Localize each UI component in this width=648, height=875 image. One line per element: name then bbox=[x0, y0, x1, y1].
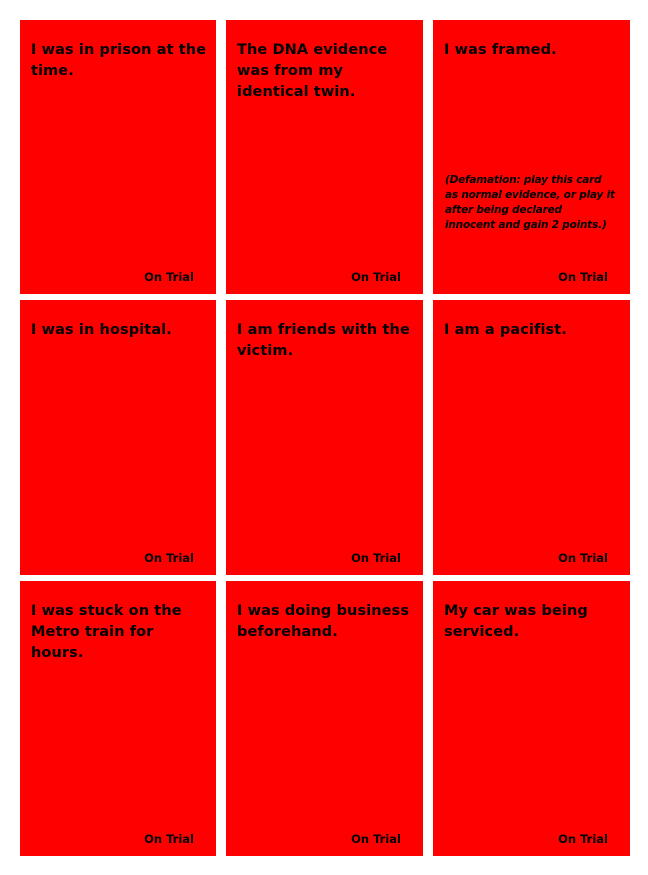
card-text: I am friends with the victim. bbox=[237, 322, 410, 359]
card-text: My car was being serviced. bbox=[444, 603, 588, 640]
card-text: I was stuck on the Metro train for hours. bbox=[31, 603, 182, 661]
card-text: I was framed. bbox=[444, 42, 557, 58]
card-business[interactable] bbox=[226, 581, 423, 856]
card-friends-victim[interactable] bbox=[226, 300, 423, 575]
card-car-serviced[interactable] bbox=[433, 581, 630, 856]
card-text: I was doing business beforehand. bbox=[237, 603, 410, 640]
card-framed[interactable] bbox=[433, 20, 630, 294]
card-footer: On Trial bbox=[144, 270, 194, 284]
card-footer: On Trial bbox=[351, 551, 401, 565]
card-footer: On Trial bbox=[351, 832, 401, 846]
card-footer: On Trial bbox=[558, 551, 608, 565]
card-text: The DNA evidence was from my identical twin. bbox=[237, 42, 388, 100]
card-footer: On Trial bbox=[558, 270, 608, 284]
card-prison[interactable] bbox=[20, 20, 216, 294]
card-text: I was in prison at the time. bbox=[31, 42, 207, 79]
card-text: I am a pacifist. bbox=[444, 322, 567, 338]
card-footer: On Trial bbox=[351, 270, 401, 284]
card-dna-twin[interactable] bbox=[226, 20, 423, 294]
card-text: I was in hospital. bbox=[31, 322, 172, 338]
card-rule-note: (Defamation: play this card as normal evidence, or play it after being declared innocent and gain 2 points.) bbox=[445, 174, 615, 231]
card-metro-train[interactable] bbox=[20, 581, 216, 856]
card-footer: On Trial bbox=[144, 551, 194, 565]
card-grid bbox=[20, 20, 628, 855]
card-footer: On Trial bbox=[144, 832, 194, 846]
card-footer: On Trial bbox=[558, 832, 608, 846]
card-hospital[interactable] bbox=[20, 300, 216, 575]
card-pacifist[interactable] bbox=[433, 300, 630, 575]
